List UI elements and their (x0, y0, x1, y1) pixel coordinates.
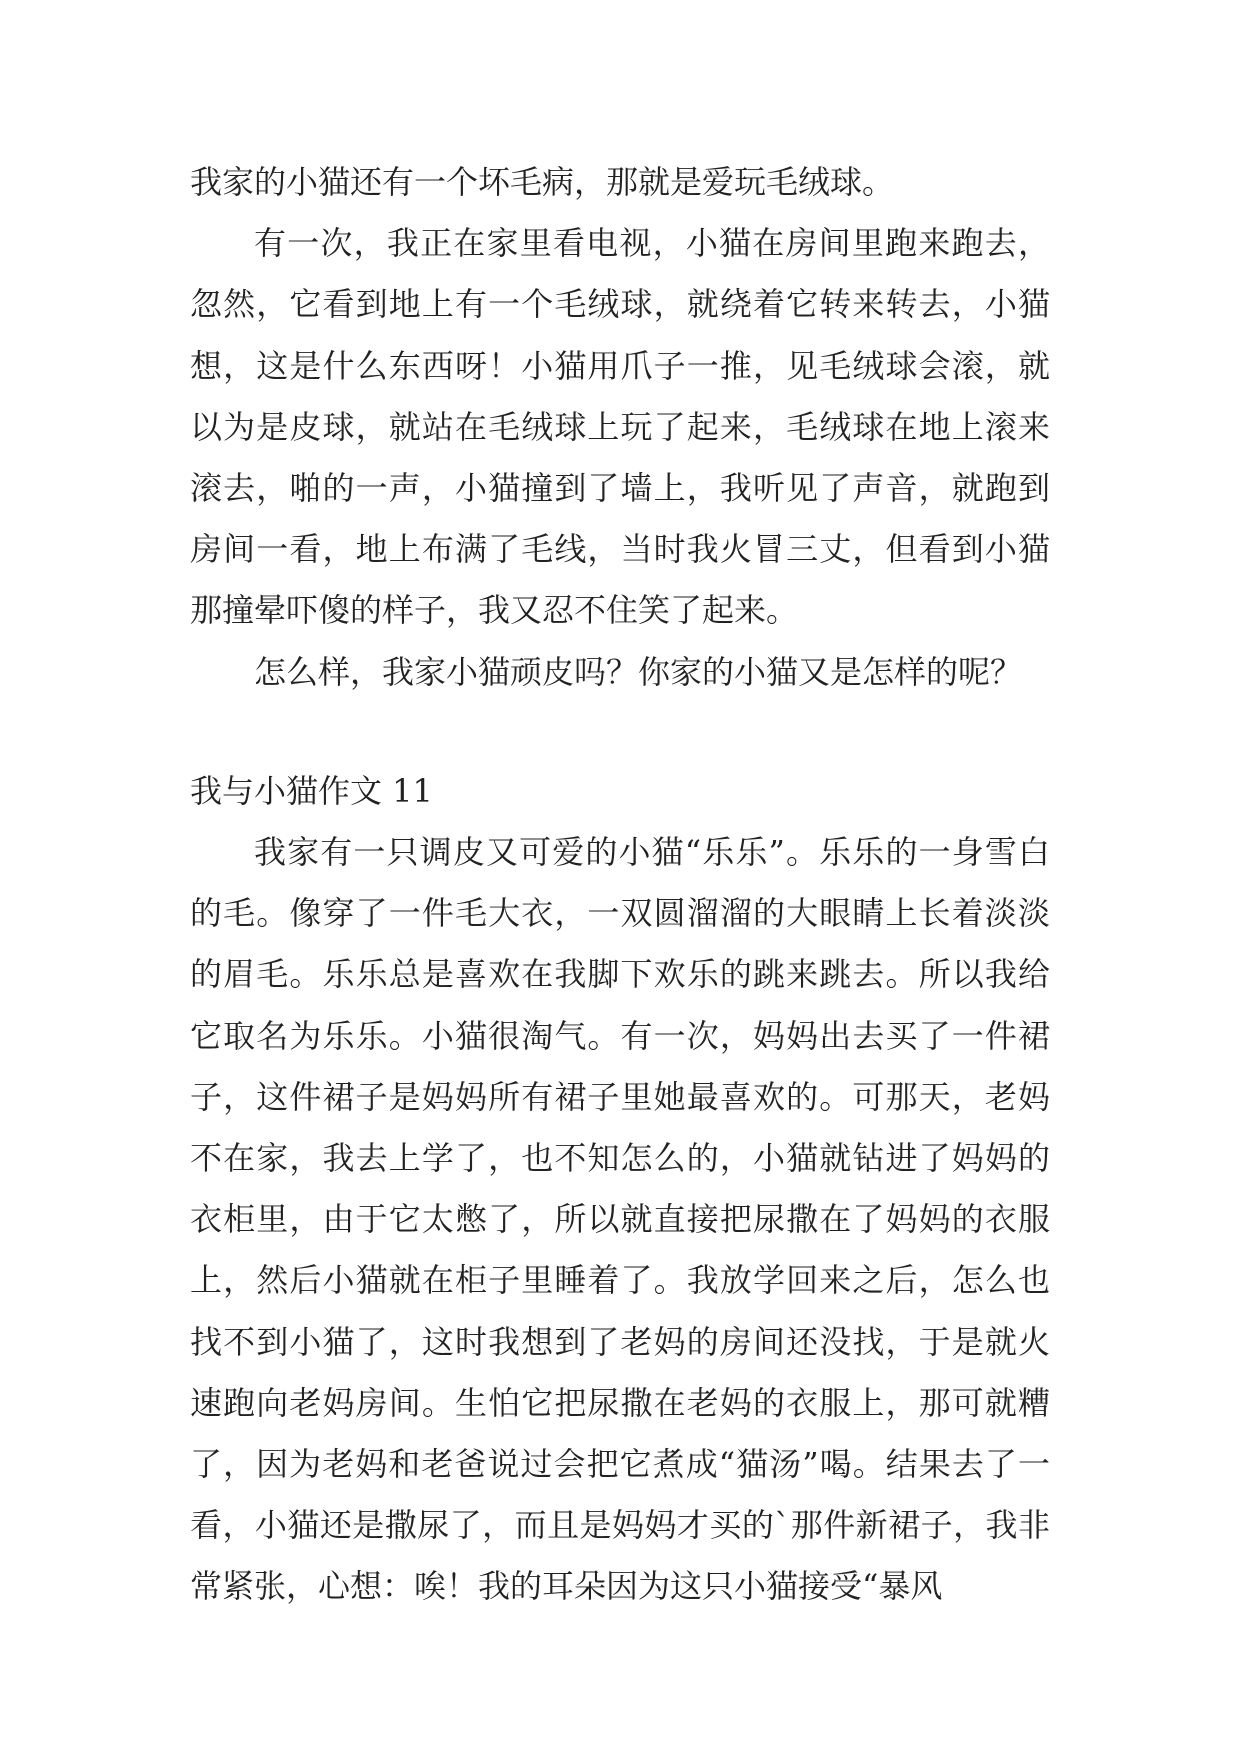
section-gap (190, 703, 1050, 761)
paragraph: 怎么样，我家小猫顽皮吗？你家的小猫又是怎样的呢？ (254, 652, 1023, 691)
document-page (190, 152, 1050, 1618)
paragraph: 有一次，我正在家里看电视，小猫在房间里跑来跑去，忽然，它看到地上有一个毛绒球，就绕着它转来转去，小猫想，这是什么东西呀！小猫用爪子一推，见毛绒球会滚，就以为是皮球，就站在毛绒球上玩了起来，毛绒球在地上滚来滚去，啪的一声，小猫撞到了墙上，我听见了声音，就跑到房间一看，地上布满了毛线，当时我火冒三丈，但看到小猫那撞晕吓傻的样子，我又忍不住笑了起来。 (190, 224, 1050, 630)
essay-title: 我与小猫作文 11 (190, 771, 433, 810)
paragraph: 我家有一只调皮又可爱的小猫“乐乐”。乐乐的一身雪白的毛。像穿了一件毛大衣，一双圆溜溜的大眼睛上长着淡淡的眉毛。乐乐总是喜欢在我脚下欢乐的跳来跳去。所以我给它取名为乐乐。小猫很淘气。有一次，妈妈出去买了一件裙子，这件裙子是妈妈所有裙子里她最喜欢的。可那天，老妈不在家，我去上学了，也不知怎么的，小猫就钻进了妈妈的衣柜里，由于它太憋了，所以就直接把尿撒在了妈妈的衣服上，然后小猫就在柜子里睡着了。我放学回来之后，怎么也找不到小猫了，这时我想到了老妈的房间还没找，于是就火速跑向老妈房间。生怕它把尿撒在老妈的衣服上，那可就糟了，因为老妈和老爸说过会把它煮成“猫汤”喝。结果去了一看，小猫还是撒尿了，而且是妈妈才买的`那件新裙子，我非常紧张，心想：唉！我的耳朵因为这只小猫接受“暴风 (190, 833, 1050, 1606)
paragraph-line: 我家的小猫还有一个坏毛病，那就是爱玩毛绒球。 (190, 163, 895, 201)
